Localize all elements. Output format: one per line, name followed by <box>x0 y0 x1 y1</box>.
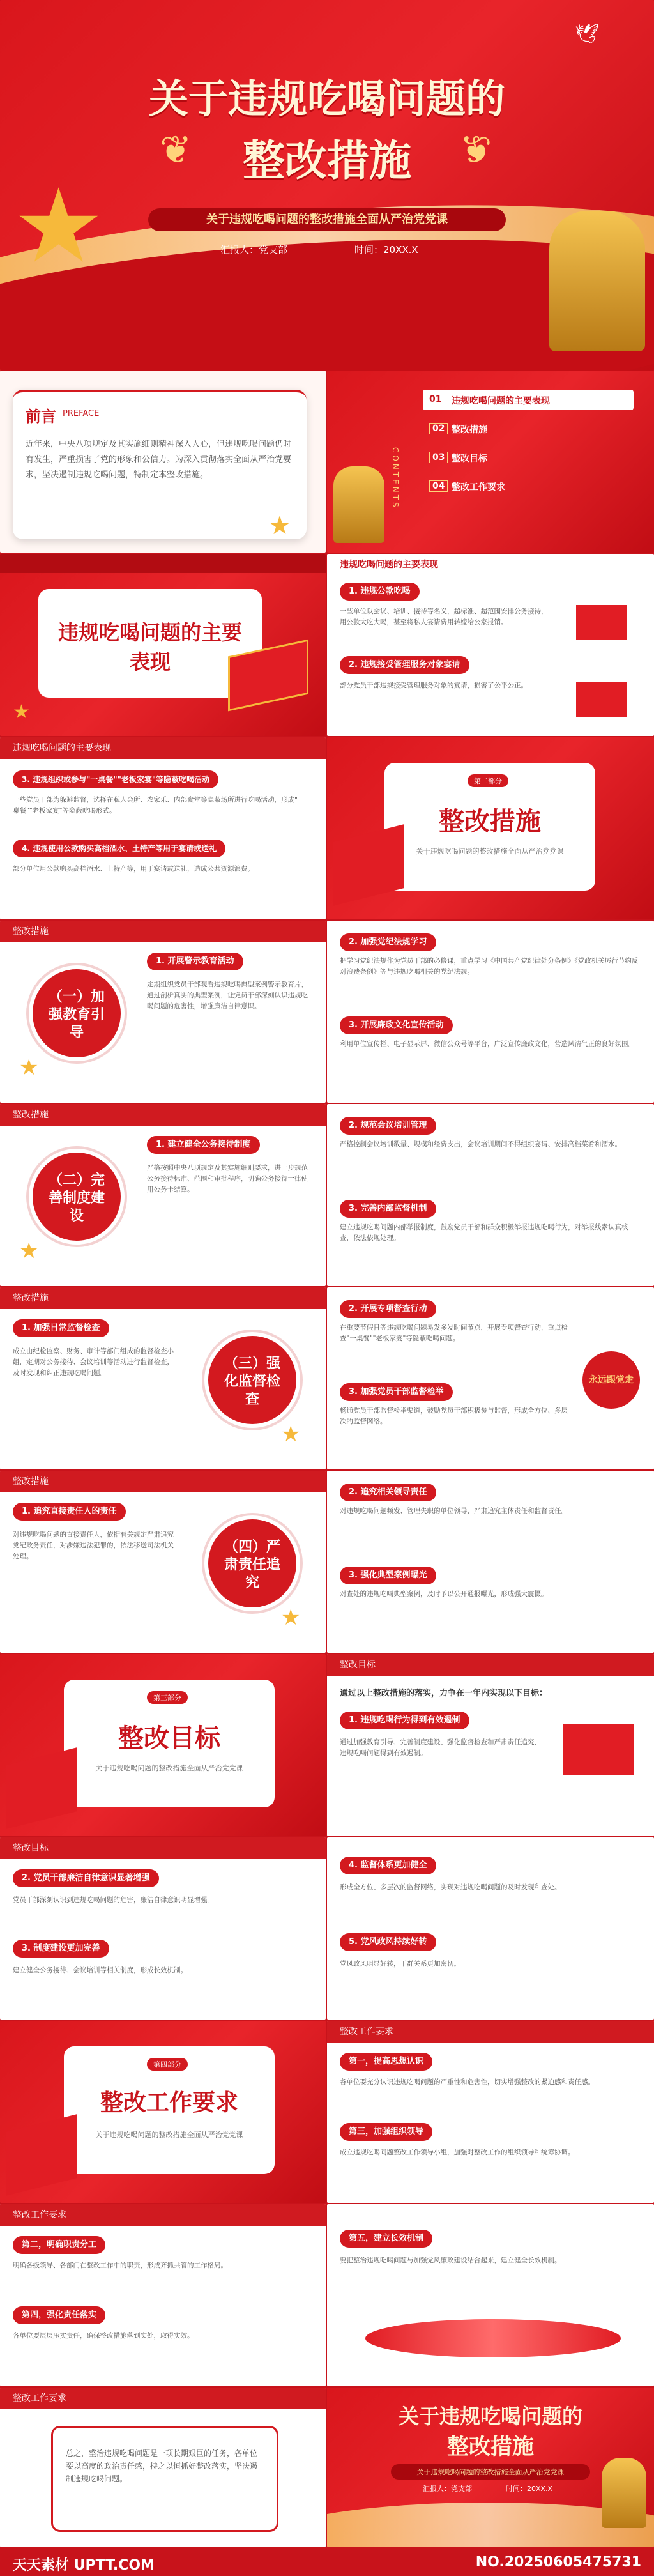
contents-label: CONTENTS <box>391 447 400 510</box>
item-text: 各单位要充分认识违规吃喝问题的严重性和危害性，切实增强整改的紧迫感和责任感。 <box>340 2078 595 2086</box>
item-title-pill: 1. 开展警示教育活动 <box>147 953 243 970</box>
part3-slide-1 <box>327 1654 654 1836</box>
part4-slide-2 <box>0 2204 326 2386</box>
cover-slide <box>0 0 654 371</box>
cover-reporter: 汇报人：党支部 <box>220 244 288 256</box>
part2-slide-4 <box>327 1104 654 1286</box>
item-text: 各单位要层层压实责任，确保整改措施落到实处，取得实效。 <box>13 2332 194 2340</box>
item-title-pill: 2. 党员干部廉洁自律意识显著增强 <box>13 1869 159 1887</box>
cover-time: 时间：20XX.X <box>354 244 418 256</box>
contents-item-2[interactable]: 02 整改措施 <box>423 418 634 439</box>
cover-subtitle: 关于违规吃喝问题的整改措施全面从严治党党课 <box>148 208 506 231</box>
item-text: 对查处的违规吃喝典型案例，及时予以公开通报曝光，形成强大震慑。 <box>340 1590 548 1598</box>
section-circle: （四）严肃责任追究 <box>204 1515 300 1611</box>
closing-text: 总之，整治违规吃喝问题是一项长期艰巨的任务，各单位要以高度的政治责任感，持之以恒抓好整改落实，坚决遏制违规吃喝问题。 <box>66 2449 258 2483</box>
end-reporter: 汇报人：党支部 <box>423 2485 472 2493</box>
slide-header: 整改措施 <box>0 1287 326 1309</box>
part2-subtitle: 关于违规吃喝问题的整改措施全面从严治党党课 <box>416 847 564 855</box>
cover-title-line2: 整改措施 <box>243 136 411 185</box>
part3-title: 整改目标 <box>118 1724 220 1753</box>
item-title-pill: 第四，强化责任落实 <box>13 2306 105 2324</box>
lion-statue-icon <box>333 466 384 543</box>
item-title-pill: 2. 加强党纪法规学习 <box>340 933 436 951</box>
footer-brand: 天天素材 UPTT.COM <box>13 2557 155 2573</box>
contents-item-4[interactable]: 04 整改工作要求 <box>423 476 634 496</box>
item-title-pill: 3. 完善内部监督机制 <box>340 1200 436 1218</box>
item-text: 严格控制会议培训数量、规模和经费支出，会议培训期间不得组织宴请、安排高档菜肴和酒水。 <box>340 1140 621 1148</box>
item-title-pill: 5. 党风政风持续好转 <box>340 1933 436 1951</box>
slide-header: 整改目标 <box>0 1837 326 1859</box>
star-icon: ★ <box>19 1238 39 1264</box>
slide-header: 整改措施 <box>0 1471 326 1492</box>
end-title-line2: 整改措施 <box>447 2434 534 2460</box>
item-text: 通过加强教育引导、完善制度建设、强化监督检查和严肃责任追究，违规吃喝问题得到有效遏制。 <box>340 1738 541 1757</box>
flag-icon <box>563 1724 634 1775</box>
part4-badge: 第四部分 <box>147 2058 188 2071</box>
item-text: 定期组织党员干部观看违规吃喝典型案例警示教育片，通过剖析真实的典型案例，让党员干部深刻认识违规吃喝问题的危害性，增强廉洁自律意识。 <box>147 981 308 1010</box>
item-text: 建立健全公务接待、会议培训等相关制度，形成长效机制。 <box>13 1966 187 1974</box>
item-title-pill: 2. 违规接受管理服务对象宴请 <box>340 656 469 674</box>
contents-slide <box>327 371 654 553</box>
end-title-line1: 关于违规吃喝问题的 <box>398 2404 582 2428</box>
flag-icon <box>6 1747 77 1828</box>
part2-slide-8 <box>327 1471 654 1653</box>
item-title-pill: 3. 制度建设更加完善 <box>13 1940 109 1958</box>
slide-header: 违规吃喝问题的主要表现 <box>0 737 326 759</box>
part1-title-card <box>38 589 262 698</box>
part4-subtitle: 关于违规吃喝问题的整改措施全面从严治党党课 <box>95 2131 243 2139</box>
section-circle: （三）强化监督检查 <box>204 1332 300 1428</box>
flag-icon <box>576 605 627 640</box>
part1-detail-slide-b <box>0 737 326 919</box>
part1-title: 违规吃喝问题的主要表现 <box>57 620 242 674</box>
slide-header: 整改措施 <box>0 1104 326 1126</box>
item-text: 对违规吃喝问题的直接责任人，依据有关规定严肃追究党纪政务责任，对涉嫌违法犯罪的，依法移送司法机关处理。 <box>13 1531 174 1560</box>
item-text: 明确各级领导、各部门在整改工作中的职责，形成齐抓共管的工作格局。 <box>13 2262 227 2269</box>
item-text: 把学习党纪法规作为党员干部的必修课，重点学习《中国共产党纪律处分条例》《党政机关厉行节约反对浪费条例》等与违规吃喝相关的党纪法规。 <box>340 957 639 976</box>
item-title-pill: 1. 建立健全公务接待制度 <box>147 1136 260 1154</box>
part3-title-card <box>64 1680 275 1807</box>
part4-closing-slide <box>0 2388 326 2547</box>
part2-slide-2 <box>327 921 654 1103</box>
part2-slide-6 <box>327 1287 654 1469</box>
part2-title: 整改措施 <box>439 807 541 836</box>
item-title-pill: 第二，明确职责分工 <box>13 2236 105 2254</box>
item-title-pill: 第五，建立长效机制 <box>340 2230 432 2248</box>
item-title-pill: 1. 违规吃喝行为得到有效遏制 <box>340 1712 469 1729</box>
part4-title-slide <box>0 2021 326 2203</box>
watermark-footer <box>0 2549 654 2576</box>
preface-heading-en: PREFACE <box>63 409 100 418</box>
contents-item-1[interactable]: 01 违规吃喝问题的主要表现 <box>423 390 634 410</box>
section-circle: （一）加强教育引导 <box>29 965 125 1061</box>
item-text: 畅通党员干部监督检举渠道，鼓励党员干部积极参与监督，形成全方位、多层次的监督网络。 <box>340 1407 568 1425</box>
flag-icon <box>333 824 404 905</box>
item-title-pill: 3. 加强党员干部监督检举 <box>340 1383 453 1401</box>
sticker: 永远跟党走 <box>582 1351 640 1409</box>
ribbon-decoration <box>365 2319 621 2358</box>
item-title-pill: 4. 监督体系更加健全 <box>340 1857 436 1874</box>
item-title-pill: 1. 追究直接责任人的责任 <box>13 1503 126 1521</box>
slide-header: 整改工作要求 <box>0 2388 326 2409</box>
star-icon: ★ <box>13 701 30 723</box>
preface-card <box>13 390 307 539</box>
item-title-pill: 第三，加强组织领导 <box>340 2123 432 2141</box>
cover-title-line1: 关于违规吃喝问题的 <box>148 75 505 122</box>
part4-title: 整改工作要求 <box>100 2090 238 2116</box>
star-icon: ★ <box>281 1422 301 1447</box>
section-circle: （二）完善制度建设 <box>29 1149 125 1245</box>
dove-icon: 🕊 <box>575 23 600 45</box>
slide-header: 整改目标 <box>327 1654 654 1676</box>
laurel-left-icon: ❦ <box>160 128 192 172</box>
part2-title-card <box>384 763 595 891</box>
item-title-pill: 2. 开展专项督查行动 <box>340 1300 436 1318</box>
item-text: 要把整治违规吃喝问题与加强党风廉政建设结合起来，建立健全长效机制。 <box>340 2257 561 2264</box>
part1-title-slide <box>0 554 326 736</box>
item-title-pill: 第一，提高思想认识 <box>340 2053 432 2071</box>
lion-statue-icon <box>602 2458 646 2528</box>
item-text: 成立违规吃喝问题整改工作领导小组，加强对整改工作的组织领导和统筹协调。 <box>340 2149 575 2156</box>
cover-star-icon: ★ <box>13 166 105 286</box>
part2-slide-3 <box>0 1104 326 1286</box>
part2-title-slide <box>327 737 654 919</box>
item-text: 建立违规吃喝问题内部举报制度，鼓励党员干部和群众积极举报违规吃喝行为，对举报线索认真核查，依法依规处理。 <box>340 1223 628 1242</box>
item-title-pill: 2. 追究相关领导责任 <box>340 1483 436 1501</box>
part3-slide-2 <box>0 1837 326 2020</box>
item-title-pill: 1. 违规公款吃喝 <box>340 583 420 601</box>
item-text: 对违规吃喝问题频发、管理失职的单位领导，严肃追究主体责任和监督责任。 <box>340 1507 568 1515</box>
preface-slide <box>0 371 326 553</box>
item-title-pill: 3. 违规组织或参与"一桌餐""老板家宴"等隐蔽吃喝活动 <box>13 770 218 788</box>
item-title-pill: 2. 规范会议培训管理 <box>340 1117 436 1135</box>
part3-slide-3 <box>327 1837 654 2020</box>
part1-detail-slide-a <box>327 554 654 736</box>
part2-slide-5 <box>0 1287 326 1469</box>
part3-intro: 通过以上整改措施的落实，力争在一年内实现以下目标： <box>340 1689 548 1698</box>
part4-slide-1 <box>327 2021 654 2203</box>
footer-number: NO.20250605475731 <box>475 2554 641 2570</box>
preface-text: 近年来，中央八项规定及其实施细则精神深入人心，但违规吃喝问题仍时有发生，严重损害了党的形象和公信力。为深入贯彻落实全面从严治党要求，坚决遏制违规吃喝问题，特制定本整改措施。 <box>26 440 292 480</box>
closing-card <box>51 2426 278 2532</box>
slide-header: 整改措施 <box>0 921 326 942</box>
slide-header: 整改工作要求 <box>0 2204 326 2226</box>
end-time: 时间：20XX.X <box>506 2485 553 2493</box>
part3-badge: 第三部分 <box>147 1691 188 1704</box>
item-text: 一些党员干部为躲避监督，选择在私人会所、农家乐、内部食堂等隐蔽场所进行吃喝活动，形成"一桌餐""老板家宴"等隐蔽吃喝形式。 <box>13 796 305 815</box>
item-text: 利用单位宣传栏、电子显示屏、微信公众号等平台，广泛宣传廉政文化，营造风清气正的良好氛围。 <box>340 1040 635 1048</box>
slide-header: 整改工作要求 <box>327 2021 654 2043</box>
part2-slide-1 <box>0 921 326 1103</box>
item-title-pill: 3. 强化典型案例曝光 <box>340 1567 436 1584</box>
star-icon: ★ <box>281 1605 301 1630</box>
item-text: 形成全方位、多层次的监督网络，实现对违规吃喝问题的及时发现和查处。 <box>340 1883 561 1891</box>
item-text: 部分单位用公款购买高档酒水、土特产等，用于宴请或送礼，造成公共资源浪费。 <box>13 865 254 873</box>
item-title-pill: 1. 加强日常监督检查 <box>13 1319 109 1337</box>
item-text: 一些单位以会议、培训、接待等名义，超标准、超范围安排公务接待，用公款大吃大喝，甚至将私人宴请费用转嫁给公家报销。 <box>340 608 548 626</box>
laurel-right-icon: ❦ <box>460 128 492 172</box>
part4-title-card <box>64 2046 275 2174</box>
contents-item-3[interactable]: 03 整改目标 <box>423 447 634 468</box>
flag-icon <box>6 2114 77 2195</box>
star-icon: ★ <box>19 1055 39 1080</box>
item-text: 严格按照中央八项规定及其实施细则要求，进一步规范公务接待标准、范围和审批程序，明确公务接待一律使用公务卡结算。 <box>147 1164 308 1193</box>
part3-subtitle: 关于违规吃喝问题的整改措施全面从严治党党课 <box>95 1764 243 1772</box>
part4-slide-3 <box>327 2204 654 2386</box>
item-title-pill: 4. 违规使用公款购买高档酒水、土特产等用于宴请或送礼 <box>13 839 225 857</box>
part2-slide-7 <box>0 1471 326 1653</box>
item-text: 党员干部深刻认识到违规吃喝问题的危害，廉洁自律意识明显增强。 <box>13 1896 214 1904</box>
part2-badge: 第二部分 <box>468 774 508 787</box>
item-text: 成立由纪检监察、财务、审计等部门组成的监督检查小组，定期对公务接待、会议培训等活动进行监督检查，及时发现和纠正违规吃喝问题。 <box>13 1347 174 1377</box>
lion-statue-icon <box>549 211 645 351</box>
star-icon: ★ <box>268 511 291 540</box>
item-title-pill: 3. 开展廉政文化宣传活动 <box>340 1016 453 1034</box>
end-slide <box>327 2388 654 2547</box>
item-text: 党风政风明显好转，干群关系更加密切。 <box>340 1960 460 1968</box>
preface-heading: 前言 <box>26 408 56 425</box>
flag-icon <box>576 682 627 717</box>
item-text: 部分党员干部违规接受管理服务对象的宴请，损害了公平公正。 <box>340 682 528 689</box>
part3-title-slide <box>0 1654 326 1836</box>
end-subtitle: 关于违规吃喝问题的整改措施全面从严治党党课 <box>391 2464 590 2480</box>
slide-header: 违规吃喝问题的主要表现 <box>327 554 654 576</box>
item-text: 在重要节假日等违规吃喝问题易发多发时间节点，开展专项督查行动，重点检查"一桌餐""老板家宴"等隐蔽吃喝问题。 <box>340 1324 568 1342</box>
